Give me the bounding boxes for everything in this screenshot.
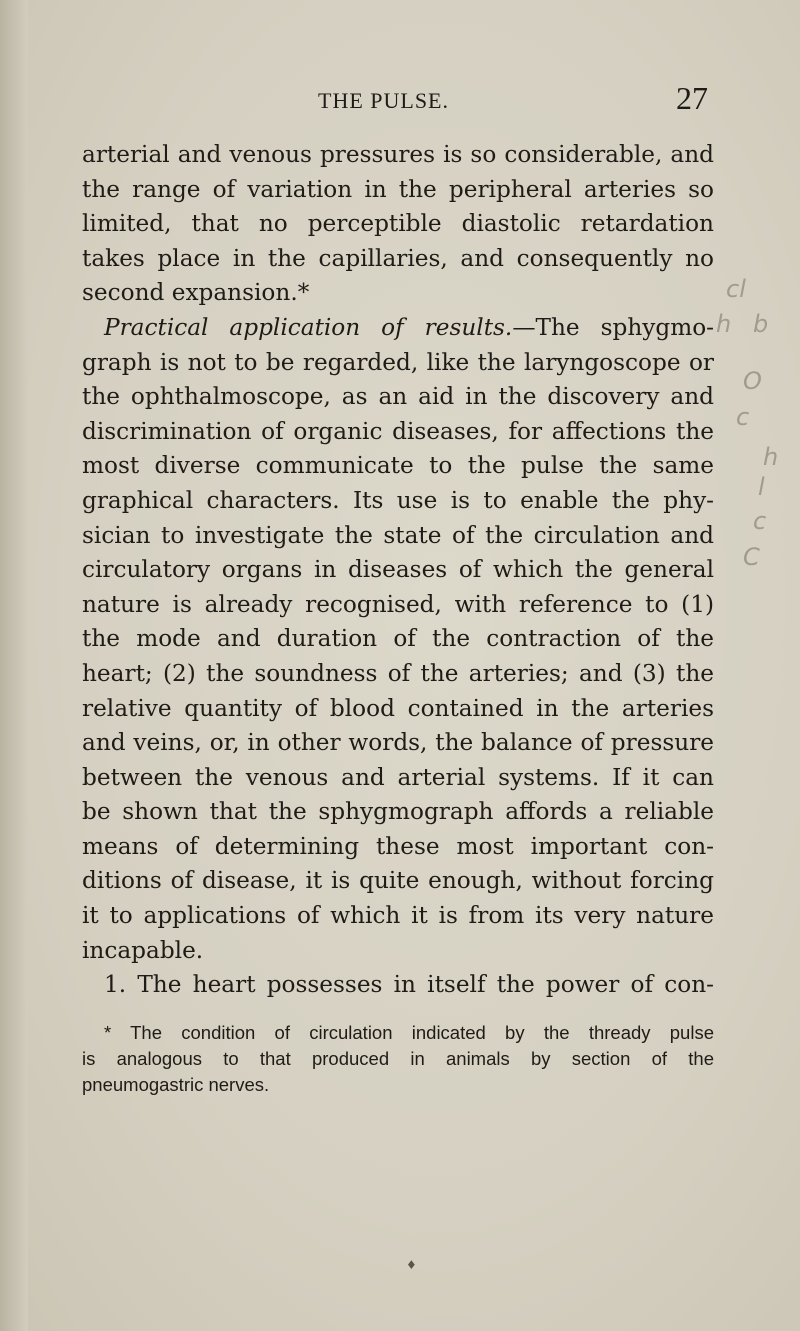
text-line: takes place in the capillaries, and consequently no (82, 244, 714, 272)
margin-annotations (708, 275, 800, 715)
text-line-practical (82, 311, 714, 346)
body-text (82, 138, 714, 1003)
text-line: ditions of disease, it is quite enough, without forcing (82, 867, 714, 895)
text-line: graph is not to be regarded, like the laryngoscope or (82, 348, 714, 376)
footnote-line: is analogous to that produced in animals by section of the (82, 1048, 714, 1069)
text-line: circulatory organs in diseases of which the general (82, 556, 714, 584)
footnote (82, 1020, 714, 1098)
text-line: arterial and venous pressures is so considerable, and (82, 141, 714, 168)
text-line: graphical characters. Its use is to enable the phy- (82, 486, 714, 514)
text-line: the range of variation in the peripheral arteries so (82, 175, 714, 203)
section-heading-practical-application: Practical application of results. (104, 313, 513, 341)
text-fragment: —The sphygmo- (512, 313, 714, 341)
text-line: second expansion.* (82, 279, 310, 307)
text-line: heart; (2) the soundness of the arteries; and (3) the (82, 659, 714, 687)
text-line: limited, that no perceptible diastolic retardation (82, 210, 714, 238)
text-line: most diverse communicate to the pulse the same (82, 452, 714, 480)
text-line: the mode and duration of the contraction of the (82, 625, 714, 653)
text-line: nature is already recognised, with reference to (1) (82, 590, 714, 618)
text-line: means of determining these most important con- (82, 832, 714, 860)
running-head: THE PULSE. (318, 88, 449, 113)
footnote-line: * The condition of circulation indicated by the thready pulse (104, 1022, 714, 1043)
margin-note: cl (726, 275, 746, 303)
margin-note: h (763, 443, 779, 471)
page-header (318, 80, 708, 122)
margin-note: C (743, 543, 760, 571)
text-line: 1. The heart possesses in itself the power of con- (104, 971, 714, 999)
margin-note: b (753, 310, 769, 338)
text-line: and veins, or, in other words, the balance of pressure (82, 729, 714, 757)
footnote-line: pneumogastric nerves. (82, 1074, 270, 1095)
text-line: be shown that the sphygmograph affords a reliable (82, 798, 714, 826)
stray-mark: ♦ (406, 1258, 417, 1272)
text-line: sician to investigate the state of the circulation and (82, 521, 714, 549)
text-line: incapable. (82, 936, 204, 964)
margin-note: l (758, 473, 765, 501)
text-line: it to applications of which it is from its very nature (82, 902, 714, 930)
text-line: between the venous and arterial systems. If it can (82, 763, 714, 791)
text-line: the ophthalmoscope, as an aid in the discovery and (82, 383, 714, 411)
text-line: discrimination of organic diseases, for affections the (82, 417, 714, 445)
margin-note: c (736, 403, 750, 431)
page-number: 27 (676, 80, 708, 116)
page-gutter (0, 0, 28, 1331)
margin-note: h (716, 310, 732, 338)
margin-note: c (753, 507, 767, 535)
margin-note: O (743, 367, 762, 395)
text-line: relative quantity of blood contained in the arteries (82, 694, 714, 722)
